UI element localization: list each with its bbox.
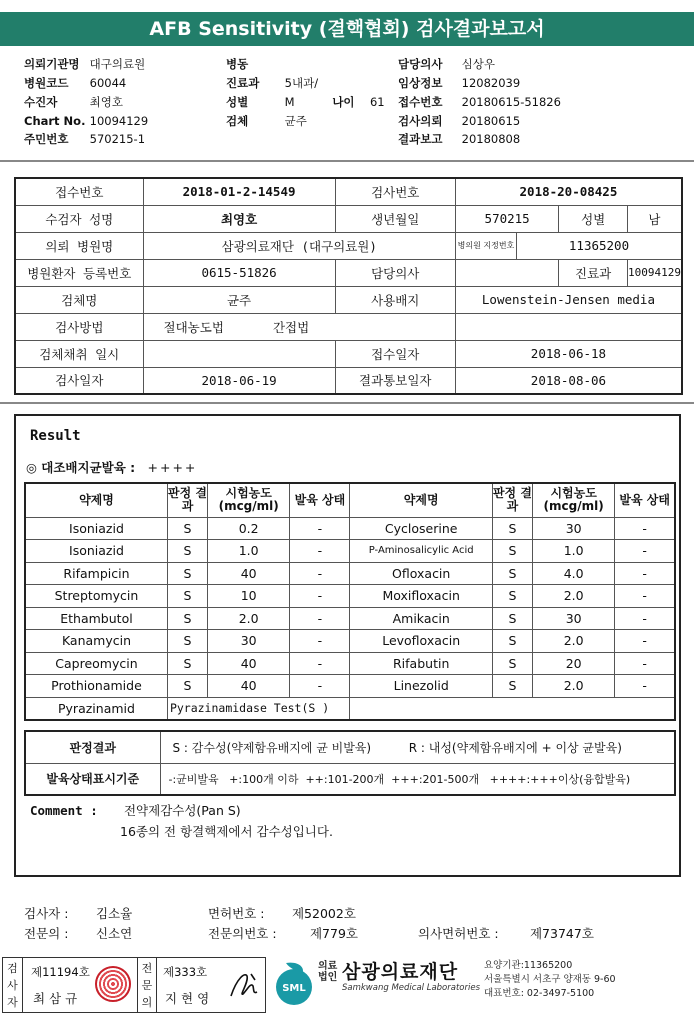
growth: - [290, 630, 350, 653]
drug-name: Kanamycin [25, 630, 167, 653]
drug-name: Levofloxacin [350, 630, 492, 653]
judge: S [492, 630, 532, 653]
concentration: 30 [208, 630, 290, 653]
table-row [25, 585, 675, 608]
concentration: 2.0 [208, 607, 290, 630]
test-no: 2018-20-08425 [455, 178, 682, 205]
concentration: 2.0 [533, 585, 615, 608]
drug-name: Ethambutol [25, 607, 167, 630]
judge: S [167, 585, 207, 608]
concentration: 0.2 [208, 517, 290, 540]
drug-table [24, 482, 676, 721]
judge: S [167, 562, 207, 585]
receipt-no-label: 접수번호 [15, 178, 143, 205]
received-label: 접수일자 [335, 340, 455, 367]
growth: - [615, 630, 675, 653]
dept: 10094129 [627, 259, 682, 286]
tester-role: 검사자 [3, 958, 23, 1012]
concentration: 40 [208, 675, 290, 698]
judge: S [167, 607, 207, 630]
judge: S [167, 630, 207, 653]
table-row [25, 517, 675, 540]
concentration: 40 [208, 562, 290, 585]
patient-name: 최영호 [143, 205, 335, 232]
concentration: 30 [533, 517, 615, 540]
judge: S [492, 675, 532, 698]
judge-legend-label: 판정결과 [25, 731, 160, 763]
specialist-role: 전문의 [137, 958, 157, 1012]
specialist-signature-icon [227, 968, 263, 1002]
sex-label: 성별 [559, 205, 628, 232]
dob: 570215 [455, 205, 559, 232]
medium: Lowenstein-Jensen media [455, 286, 682, 313]
company-name-en: Samkwang Medical Laboratories [342, 983, 481, 993]
table-row [25, 607, 675, 630]
company-logo [272, 957, 316, 1007]
specimen-label: 검체명 [15, 286, 143, 313]
drug-name: Rifabutin [350, 652, 492, 675]
judge: S [492, 540, 532, 563]
drug-name: P-Aminosalicylic Acid [350, 540, 492, 563]
dept-label: 진료과 [559, 259, 628, 286]
drug-name: Isoniazid [25, 517, 167, 540]
growth: - [290, 652, 350, 675]
doctor [455, 259, 559, 286]
drug-table-header: 약제명 판정 결과 시험농도 (mcg/ml) 발육 상태 약제명 판정 결과 시험농도 (mcg/ml) 발육 상태 [25, 483, 675, 517]
received: 2018-06-18 [455, 340, 682, 367]
logo-text: SML [282, 983, 306, 994]
tester-seal-stamp [95, 966, 131, 1002]
judge: S [167, 540, 207, 563]
concentration: 1.0 [533, 540, 615, 563]
growth: - [290, 585, 350, 608]
method: 절대농도법 간접법 [143, 313, 455, 340]
concentration: 1.0 [208, 540, 290, 563]
drug-name: Streptomycin [25, 585, 167, 608]
report-header: 의뢰기관명 대구의료원 병동 담당의사 심상우 병원코드 60044 진료과 5내과/ 임상정보 12082039 수진자 최영호 성별 M 나이 61 접수번호 20180615-51826 Chart No. 10094129 검체 균주 검사의뢰 20180615 주민번호 570215-1 결과보고 20180808 [24, 57, 561, 146]
drug-name: Linezolid [350, 675, 492, 698]
growth: - [615, 652, 675, 675]
concentration: 2.0 [533, 630, 615, 653]
judge: S [492, 607, 532, 630]
judge: S [167, 652, 207, 675]
name-label: 수검자 성명 [15, 205, 143, 232]
drug-name: Prothionamide [25, 675, 167, 698]
concentration: 20 [533, 652, 615, 675]
tested-label: 검사일자 [15, 367, 143, 394]
method-extra [455, 313, 682, 340]
judge: S [492, 517, 532, 540]
growth-legend: -:균비발육 +:100개 이하 ++:101-200개 +++:201-500개 ++++:+++이상(융합발육) [160, 763, 675, 795]
growth: - [615, 517, 675, 540]
table-row [25, 630, 675, 653]
divider [0, 402, 694, 404]
growth: - [615, 607, 675, 630]
drug-name: Rifampicin [25, 562, 167, 585]
hospital-name: 삼광의료재단 (대구의료원) [143, 232, 455, 259]
legend-table [24, 730, 676, 796]
table-row [25, 562, 675, 585]
signature-box [2, 957, 266, 1013]
tester-no: 제11194호 [31, 965, 90, 979]
growth: - [615, 562, 675, 585]
collect [143, 340, 335, 367]
concentration: 2.0 [533, 675, 615, 698]
receipt-no: 2018-01-2-14549 [143, 178, 335, 205]
patient-reg: 0615-51826 [143, 259, 335, 286]
drug-name: Isoniazid [25, 540, 167, 563]
drug-name: Cycloserine [350, 517, 492, 540]
tested: 2018-06-19 [143, 367, 335, 394]
judge: S [167, 675, 207, 698]
notified-label: 결과통보일자 [335, 367, 455, 394]
judge: S [167, 517, 207, 540]
doctor-label: 담당의사 [335, 259, 455, 286]
hospital-code: 11365200 [517, 232, 682, 259]
company-corp-label: 의료 법인 [318, 961, 338, 983]
judge: S [492, 652, 532, 675]
tester-name: 최 삼 규 [33, 991, 78, 1006]
hospital-label: 의뢰 병원명 [15, 232, 143, 259]
drug-name: Ofloxacin [350, 562, 492, 585]
concentration: 4.0 [533, 562, 615, 585]
company-contact: 요양기관:11365200 서울특별시 서초구 양재동 9-60 대표번호: 02-3497-5100 [484, 960, 616, 999]
collect-label: 검체채취 일시 [15, 340, 143, 367]
patient-reg-label: 병원환자 등록번호 [15, 259, 143, 286]
growth: - [615, 540, 675, 563]
table-row [25, 652, 675, 675]
dob-label: 생년월일 [335, 205, 455, 232]
growth: - [290, 540, 350, 563]
growth-legend-label: 발육상태표시기준 [25, 763, 160, 795]
notified: 2018-08-06 [455, 367, 682, 394]
divider [0, 160, 694, 162]
drug-name: Capreomycin [25, 652, 167, 675]
pza-value: Pyrazinamidase Test(S ) [167, 697, 350, 720]
test-no-label: 검사번호 [335, 178, 455, 205]
result-title: Result [30, 428, 81, 444]
concentration: 40 [208, 652, 290, 675]
specimen: 균주 [143, 286, 335, 313]
concentration: 30 [533, 607, 615, 630]
sex: 남 [627, 205, 682, 232]
report-title: AFB Sensitivity (결핵협회) 검사결과보고서 [0, 12, 694, 46]
comment: Comment : 전약제감수성(Pan S) 16종의 전 항결핵제에서 감수성입니다. [30, 803, 333, 839]
hospital-code-label: 병의원 지정번호 [455, 232, 516, 259]
concentration: 10 [208, 585, 290, 608]
drug-name: Moxifloxacin [350, 585, 492, 608]
specialist-no: 제333호 [163, 965, 208, 979]
growth: - [615, 675, 675, 698]
drug-name: Amikacin [350, 607, 492, 630]
signature-footer: 검사자 : 김소율 면허번호 : 제52002호 전문의 : 신소연 전문의번호 : 제779호 의사면허번호 : 제73747호 [24, 906, 594, 941]
company-name: 삼광의료재단 [342, 961, 459, 983]
judge: S [492, 585, 532, 608]
growth: - [290, 607, 350, 630]
judge: S [492, 562, 532, 585]
method-label: 검사방법 [15, 313, 143, 340]
table-row [25, 675, 675, 698]
table-row [25, 540, 675, 563]
growth: - [290, 517, 350, 540]
growth: - [290, 675, 350, 698]
specimen-info-table [14, 177, 683, 395]
header-row: 의뢰기관명 대구의료원 [24, 57, 146, 71]
table-row [25, 697, 675, 720]
sml-logo-icon [272, 957, 316, 1007]
bottom-bar [0, 955, 694, 1022]
growth: - [290, 562, 350, 585]
growth: - [615, 585, 675, 608]
judge-legend: S : 감수성(약제함유배지에 균 비발육) R : 내성(약제함유배지에 + 이상 균발육) [160, 731, 675, 763]
medium-label: 사용배지 [335, 286, 455, 313]
control-growth: ◎ 대조배지균발육 : ++++ [26, 460, 198, 475]
pza-label: Pyrazinamid [25, 697, 167, 720]
result-section [14, 414, 681, 877]
specialist-name: 지 현 영 [165, 991, 210, 1006]
